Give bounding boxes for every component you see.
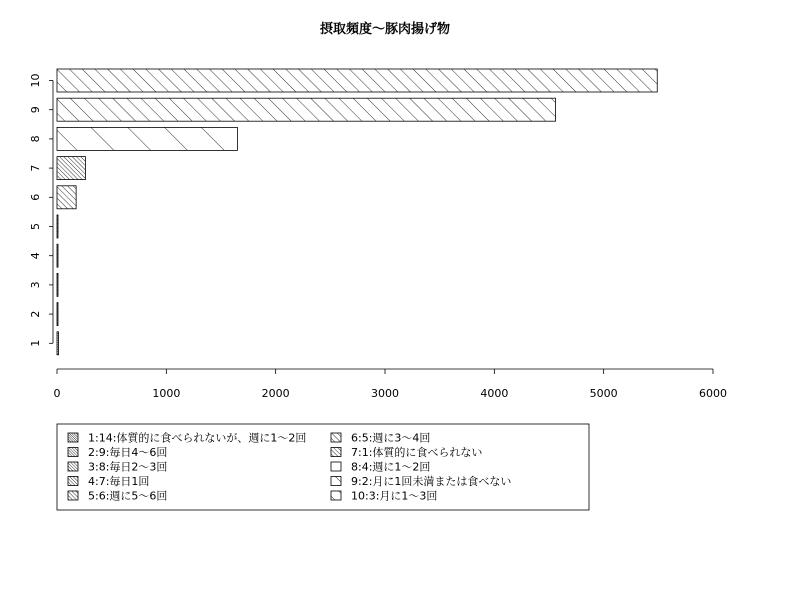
bar-10	[57, 69, 657, 92]
bar-5	[57, 215, 58, 238]
bar-8	[57, 127, 237, 150]
legend-label-4: 4:7:毎日1回	[88, 475, 150, 488]
legend-swatch-6	[331, 433, 341, 442]
y-tick-label-8: 8	[29, 135, 42, 143]
legend-label-5: 5:6:週に5～6回	[88, 489, 168, 503]
legend-swatch-8	[331, 462, 341, 471]
legend-label-8: 8:4:週に1～2回	[351, 460, 431, 474]
legend-label-9: 9:2:月に1回未満または食べない	[351, 475, 512, 488]
legend-label-6: 6:5:週に3～4回	[351, 431, 431, 445]
x-tick-label-3000: 3000	[371, 387, 399, 400]
y-tick-label-5: 5	[29, 223, 42, 230]
bar-1	[57, 332, 59, 355]
legend-label-1: 1:14:体質的に食べられないが、週に1～2回	[88, 431, 307, 445]
x-tick-label-6000: 6000	[699, 387, 727, 400]
legend-label-10: 10:3:月に1～3回	[351, 489, 438, 503]
bar-3	[57, 273, 58, 296]
legend-swatch-10	[331, 491, 341, 500]
bar-9	[57, 98, 556, 121]
y-tick-label-1: 1	[29, 339, 42, 347]
y-axis	[29, 74, 53, 347]
legend-swatch-7	[331, 448, 341, 457]
bars-layer	[57, 69, 657, 355]
x-tick-label-2000: 2000	[261, 387, 290, 400]
y-tick-label-9: 9	[29, 106, 42, 114]
y-tick-label-10: 10	[29, 73, 42, 88]
y-tick-label-3: 3	[29, 281, 42, 289]
legend-swatch-1	[68, 433, 78, 442]
y-tick-label-7: 7	[29, 164, 42, 172]
y-tick-label-4: 4	[29, 252, 43, 260]
legend-label-3: 3:8:毎日2～3回	[88, 460, 168, 474]
legend-swatch-9	[331, 477, 341, 486]
x-tick-label-1000: 1000	[152, 387, 181, 400]
legend	[57, 424, 589, 510]
legend-swatch-3	[68, 462, 78, 471]
legend-swatch-4	[68, 477, 78, 486]
x-axis	[54, 369, 728, 400]
legend-label-7: 7:1:体質的に食べられない	[351, 446, 483, 459]
bar-4	[57, 244, 58, 267]
chart-title: 摂取頻度～豚肉揚げ物	[319, 22, 451, 37]
y-tick-label-2: 2	[29, 310, 42, 318]
x-tick-label-0: 0	[53, 387, 61, 400]
bar-6	[57, 186, 76, 209]
bar-7	[57, 157, 85, 180]
legend-swatch-2	[68, 448, 78, 457]
x-tick-label-5000: 5000	[589, 387, 618, 400]
legend-swatch-5	[68, 491, 78, 500]
bar-2	[57, 303, 58, 326]
y-tick-label-6: 6	[29, 193, 42, 201]
x-tick-label-4000: 4000	[480, 387, 509, 400]
legend-label-2: 2:9:毎日4～6回	[88, 446, 168, 459]
